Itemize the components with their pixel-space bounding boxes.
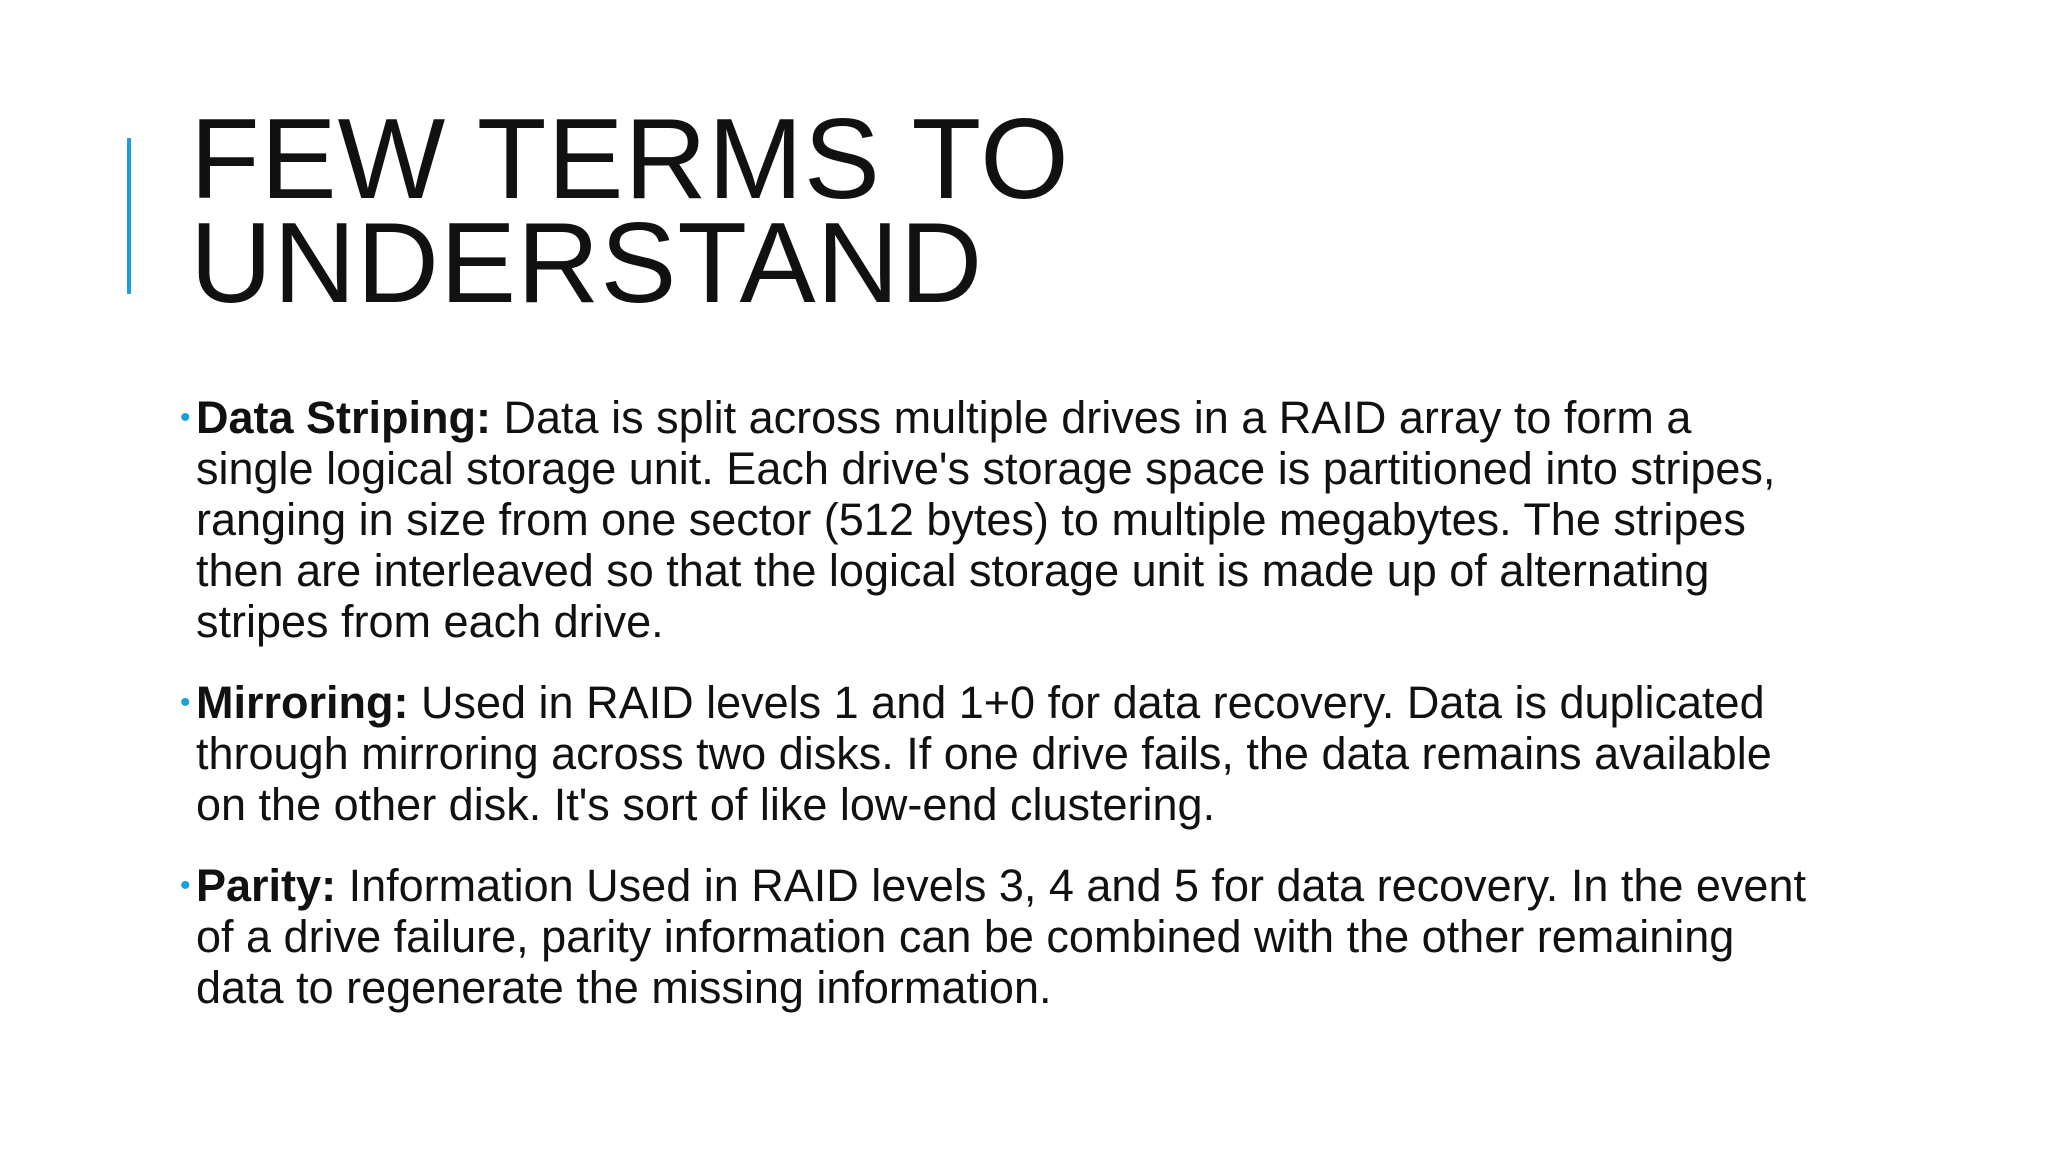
bullet-dot-icon: • bbox=[180, 401, 191, 434]
slide-title bbox=[190, 96, 1690, 327]
bullet-data-striping bbox=[180, 392, 1820, 647]
bullet-parity bbox=[180, 860, 1820, 1013]
bullet-term: Data Striping: bbox=[196, 392, 492, 443]
bullet-text: Information Used in RAID levels 3, 4 and 5 for data recovery. In the event of a drive failure, parity information can be combined with the other remaining data to regenerate the missing information. bbox=[196, 860, 1806, 1013]
slide-title-line-1: FEW TERMS TO bbox=[190, 96, 1070, 223]
bullet-dot-icon: • bbox=[180, 869, 191, 902]
bullet-term: Parity: bbox=[196, 860, 337, 911]
bullet-list bbox=[180, 392, 1820, 1043]
bullet-text: Data is split across multiple drives in a RAID array to form a single logical storage unit. Each drive's storage space is partitioned into stripes, ranging in size from one sector (512 bytes) to multiple megabytes. The stripes then are interleaved so that the logical storage unit is made up of alternating stripes from each drive. bbox=[196, 392, 1776, 647]
bullet-mirroring bbox=[180, 677, 1820, 830]
bullet-term: Mirroring: bbox=[196, 677, 409, 728]
slide-title-line-2: UNDERSTAND bbox=[190, 200, 984, 327]
bullet-dot-icon: • bbox=[180, 686, 191, 719]
bullet-text: Used in RAID levels 1 and 1+0 for data recovery. Data is duplicated through mirroring across two disks. If one drive fails, the data remains available on the other disk. It's sort of like low-end clustering. bbox=[196, 677, 1772, 830]
title-accent-bar bbox=[127, 138, 131, 294]
